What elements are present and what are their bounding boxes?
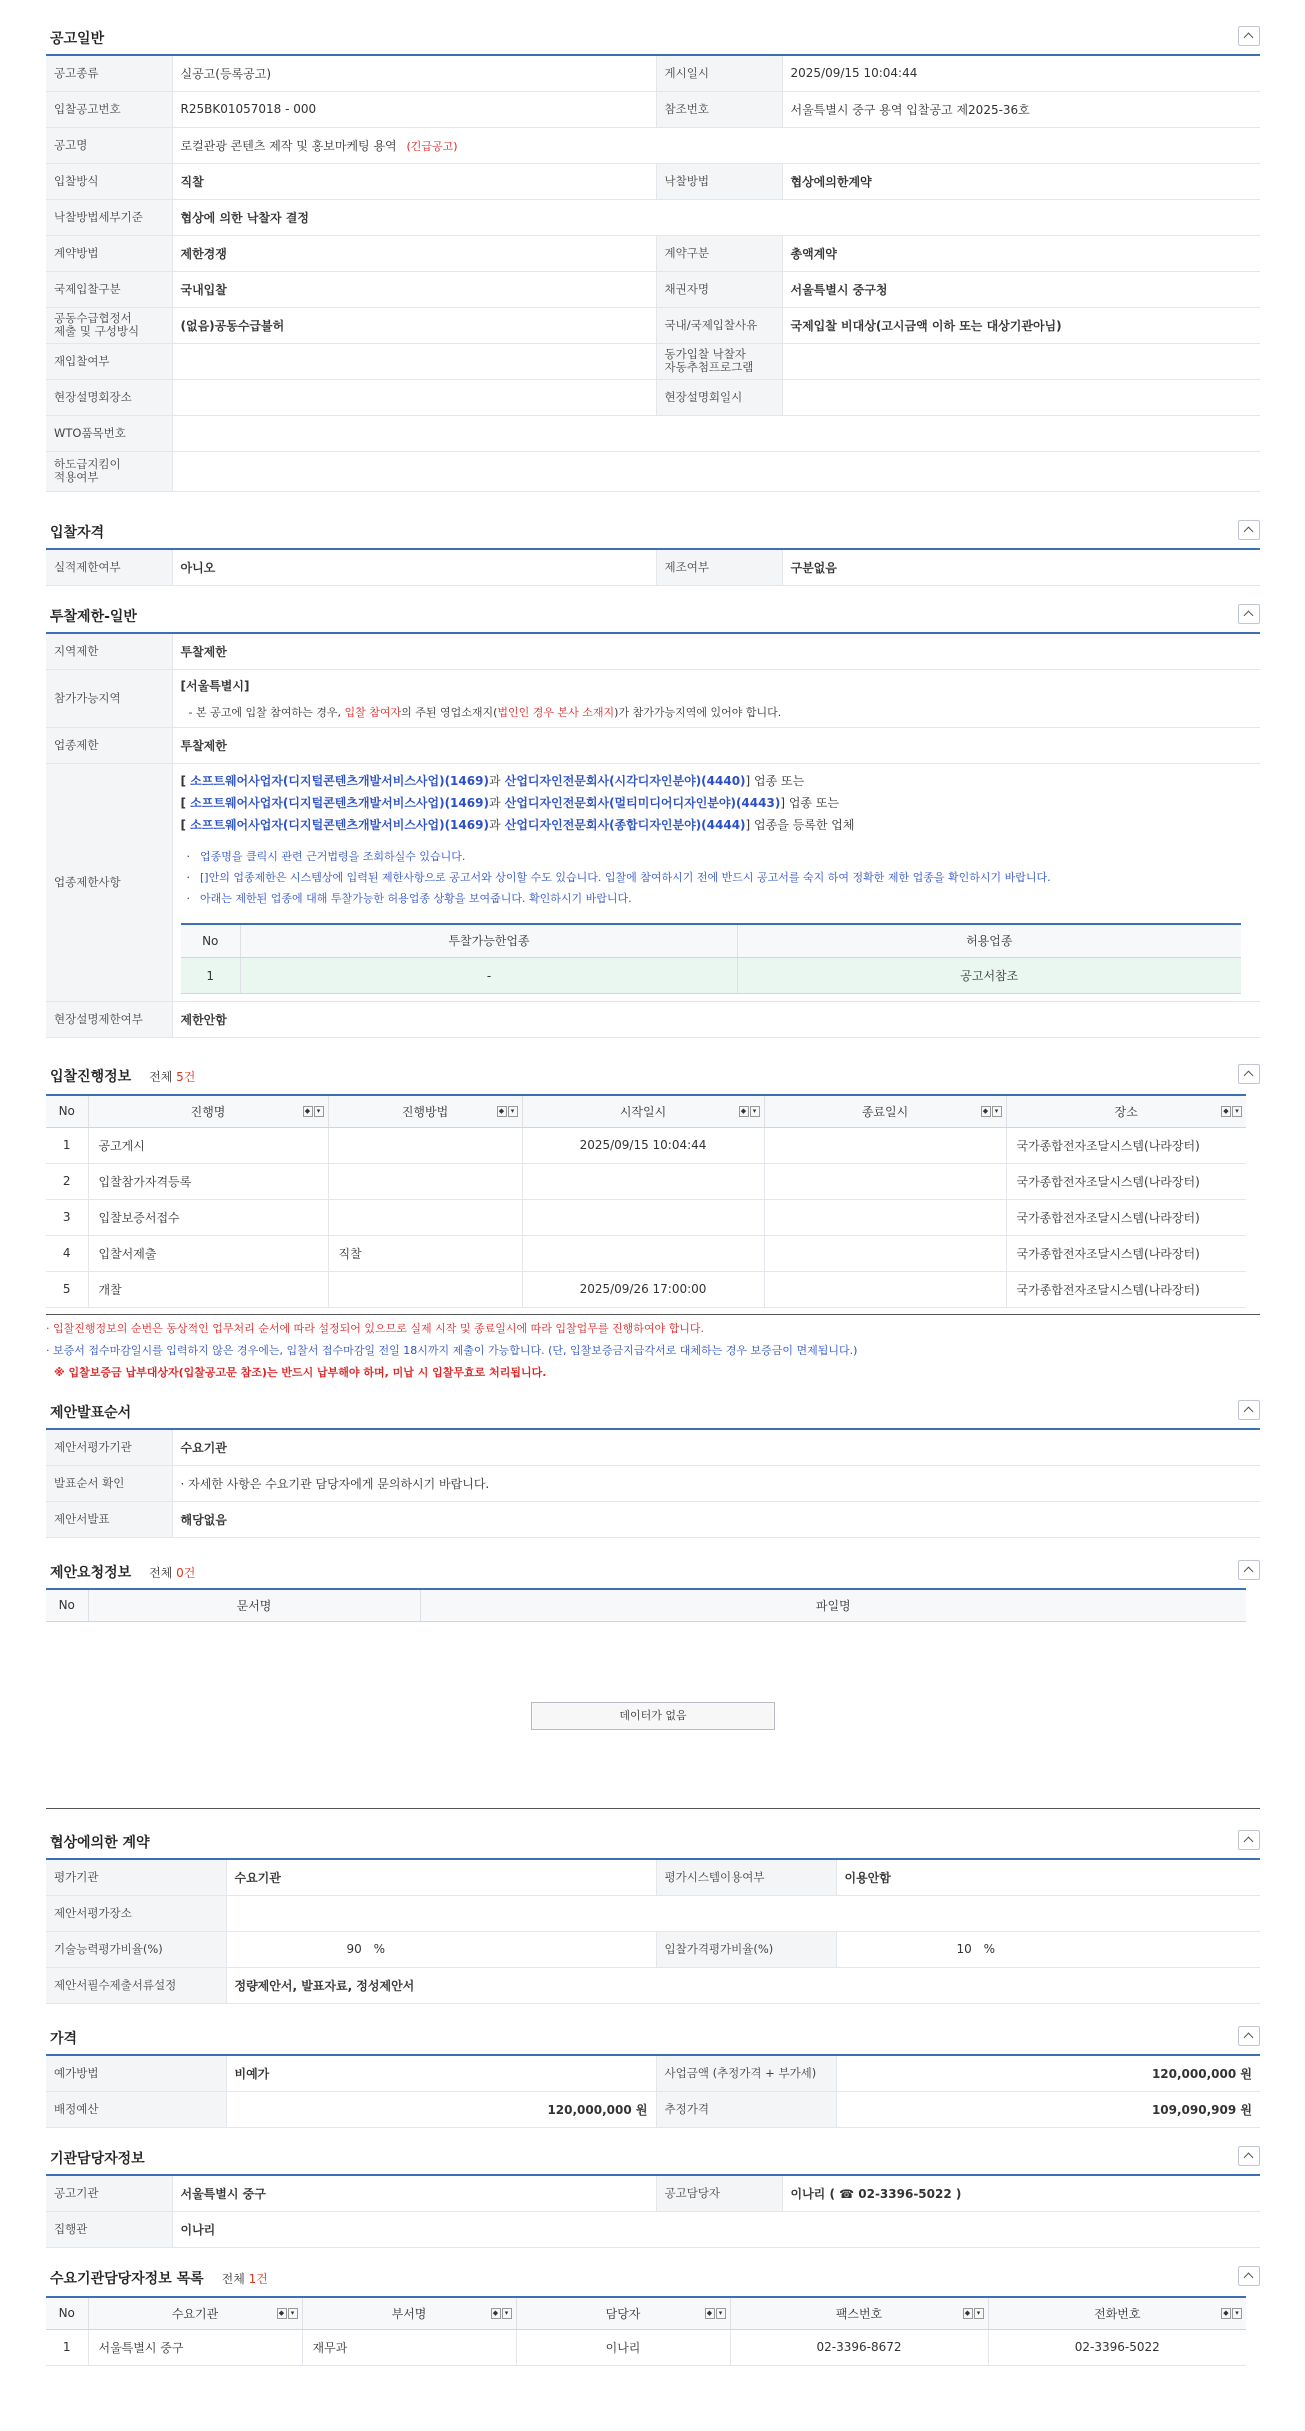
label: 지역제한: [46, 633, 172, 669]
value: 총액계약: [782, 235, 1260, 271]
value: 비예가: [226, 2055, 656, 2091]
label: 재입찰여부: [46, 343, 172, 379]
section-header-general: [46, 18, 1260, 54]
section-header-price: [46, 2018, 1260, 2054]
value: 국제입찰 비대상(고시금액 이하 또는 대상기관아님): [782, 307, 1260, 343]
value: · 자세한 사항은 수요기관 담당자에게 문의하시기 바랍니다.: [172, 1465, 1260, 1501]
cell: 개찰: [88, 1271, 328, 1307]
label: 입찰가격평가비율(%): [656, 1931, 836, 1967]
collapse-toggle-icon[interactable]: [1238, 26, 1260, 46]
label: 현장설명제한여부: [46, 1001, 172, 1037]
value: [172, 451, 1260, 491]
section-title: 기관담당자정보: [50, 2151, 145, 2167]
column-header[interactable]: 전화번호 ◆ ▾: [988, 2297, 1246, 2329]
column-header: No: [181, 924, 241, 958]
cell: 2025/09/15 10:04:44: [522, 1127, 764, 1163]
label: 제안서발표: [46, 1501, 172, 1537]
label: 사업금액 (추정가격 + 부가세): [656, 2055, 836, 2091]
value: 2025/09/15 10:04:44: [782, 55, 1260, 91]
value: 이용안함: [836, 1859, 1260, 1895]
collapse-toggle-icon[interactable]: [1238, 1830, 1260, 1850]
table-row[interactable]: [46, 1271, 1246, 1307]
cell: 공고게시: [88, 1127, 328, 1163]
progress-note-3: ※ 입찰보증금 납부대상자(입찰공고문 참조)는 반드시 납부해야 하며, 미납 시 입찰무효로 처리됩니다.: [54, 1366, 547, 1379]
industry-link[interactable]: 산업디자인전문회사(멀티미디어디자인분야)(4443): [504, 795, 781, 810]
cell: [764, 1235, 1006, 1271]
industry-link[interactable]: 소프트웨어사업자(디지털콘텐츠개발서비스사업)(1469): [190, 773, 489, 788]
label: 예가방법: [46, 2055, 226, 2091]
section-header-restriction: [46, 596, 1260, 632]
value: 수요기관: [172, 1429, 1260, 1465]
value: [172, 379, 656, 415]
collapse-toggle-icon[interactable]: [1238, 1400, 1260, 1420]
value: [172, 127, 1260, 163]
value: 서울특별시 중구 용역 입찰공고 제2025-36호: [782, 91, 1260, 127]
value: 정량제안서, 발표자료, 정성제안서: [226, 1967, 1260, 2003]
label: 국내/국제입찰사유: [656, 307, 782, 343]
proposal-request-table: [46, 1588, 1246, 1622]
value: [172, 343, 656, 379]
progress-note-2: · 보증서 접수마감일시를 입력하지 않은 경우에는, 입찰서 접수마감일 전일 18시까지 제출이 가능합니다. (단, 입찰보증금지급각서로 대체하는 경우 보증금이 면제됩니다.): [46, 1344, 858, 1357]
section-header-agency: [46, 2138, 1260, 2174]
industry-link[interactable]: 산업디자인전문회사(시각디자인분야)(4440): [504, 773, 746, 788]
label: 계약구분: [656, 235, 782, 271]
section-title: 제안요청정보 전체 0건: [50, 1565, 196, 1581]
allowed-industry-table: [181, 923, 1241, 995]
value: [226, 1895, 1260, 1931]
label: 동가입찰 낙찰자 자동추첨프로그램: [656, 343, 782, 379]
section-header-presentation: [46, 1392, 1260, 1428]
column-header: 허용업종: [738, 924, 1241, 958]
cell: [764, 1199, 1006, 1235]
label: 게시일시: [656, 55, 782, 91]
section-header-negotiation: [46, 1822, 1260, 1858]
value: 90 %: [226, 1931, 656, 1967]
table-row[interactable]: [46, 1127, 1246, 1163]
section-header-proposal-request: [46, 1552, 1260, 1588]
column-header: No: [46, 1095, 88, 1127]
cell: [328, 1271, 522, 1307]
cell: 5: [46, 1271, 88, 1307]
collapse-toggle-icon[interactable]: [1238, 2146, 1260, 2166]
value: 109,090,909 원: [836, 2091, 1260, 2127]
label: 낙찰방법: [656, 163, 782, 199]
industry-note: · 아래는 제한된 업종에 대해 투찰가능한 허용업종 상황을 보여줍니다. 확인하시기 바랍니다.: [186, 891, 632, 905]
section-title: 입찰자격: [50, 525, 105, 541]
label: 계약방법: [46, 235, 172, 271]
value: 120,000,000 원: [226, 2091, 656, 2127]
cell: 국가종합전자조달시스템(나라장터): [1006, 1163, 1246, 1199]
presentation-table: [46, 1428, 1260, 1538]
value: 아니오: [172, 549, 656, 585]
label: 참조번호: [656, 91, 782, 127]
value: [172, 763, 1260, 1001]
industry-link[interactable]: 소프트웨어사업자(디지털콘텐츠개발서비스사업)(1469): [190, 817, 489, 832]
value: 120,000,000 원: [836, 2055, 1260, 2091]
section-title: 가격: [50, 2031, 78, 2047]
area-note: - 본 공고에 입찰 참여하는 경우, 입찰 참여자의 주된 영업소재지(법인인 경우 본사 소재지)가 참가가능지역에 있어야 합니다.: [188, 705, 782, 719]
column-header[interactable]: 장소 ◆ ▾: [1006, 1095, 1246, 1127]
label: 국제입찰구분: [46, 271, 172, 307]
cell: 국가종합전자조달시스템(나라장터): [1006, 1199, 1246, 1235]
label: 입찰공고번호: [46, 91, 172, 127]
value: [172, 415, 1260, 451]
cell: 3: [46, 1199, 88, 1235]
cell: [328, 1163, 522, 1199]
section-header-demand-agency: [46, 2258, 1260, 2294]
label: 기술능력평가비율(%): [46, 1931, 226, 1967]
value: 10 %: [836, 1931, 1260, 1967]
cell: [522, 1163, 764, 1199]
label: 채권자명: [656, 271, 782, 307]
total-count: 전체 0건: [149, 1566, 196, 1580]
no-data-message: 데이터가 없음: [531, 1702, 775, 1730]
label: 공동수급협정서 제출 및 구성방식: [46, 307, 172, 343]
industry-link[interactable]: 산업디자인전문회사(종합디자인분야)(4444): [504, 817, 746, 832]
value: 구분없음: [782, 549, 1260, 585]
cell: 1: [181, 958, 241, 994]
cell: [328, 1199, 522, 1235]
industry-lines: [181, 770, 1253, 836]
industry-note: · 업종명을 클릭시 관련 근거법령을 조회하실수 있습니다.: [186, 849, 466, 863]
section-header-progress: [46, 1056, 1260, 1092]
industry-link[interactable]: 소프트웨어사업자(디지털콘텐츠개발서비스사업)(1469): [190, 795, 489, 810]
cell: 4: [46, 1235, 88, 1271]
label: 제조여부: [656, 549, 782, 585]
cell: 1: [46, 1127, 88, 1163]
cell: 서울특별시 중구: [88, 2329, 302, 2365]
label: 공고기관: [46, 2175, 172, 2211]
label: 평가기관: [46, 1859, 226, 1895]
cell: [328, 1127, 522, 1163]
value: 실공고(등록공고): [172, 55, 656, 91]
label: 현장설명회일시: [656, 379, 782, 415]
label: 추정가격: [656, 2091, 836, 2127]
value: 직찰: [172, 163, 656, 199]
column-header: No: [46, 2297, 88, 2329]
value: [782, 379, 1260, 415]
value: 제한경쟁: [172, 235, 656, 271]
cell: 02-3396-5022: [988, 2329, 1246, 2365]
table-row[interactable]: [181, 958, 1241, 994]
collapse-toggle-icon[interactable]: [1238, 2026, 1260, 2046]
value: 서울특별시 중구: [172, 2175, 656, 2211]
column-header: 투찰가능한업종: [241, 924, 738, 958]
progress-note-1: · 입찰진행정보의 순번은 동상적인 업무처리 순서에 따라 설정되어 있으므로 실제 시작 및 종료일시에 따라 입찰업무를 진행하여야 합니다.: [46, 1322, 704, 1335]
cell: 2025/09/26 17:00:00: [522, 1271, 764, 1307]
sort-icon[interactable]: ◆ ▾: [1220, 2308, 1242, 2320]
qualification-table: [46, 548, 1260, 586]
table-row[interactable]: [46, 1163, 1246, 1199]
label: 입찰방식: [46, 163, 172, 199]
sort-icon[interactable]: ◆ ▾: [490, 2308, 512, 2320]
label: WTO품목번호: [46, 415, 172, 451]
cell: 국가종합전자조달시스템(나라장터): [1006, 1235, 1246, 1271]
value: 이나리 ( ☎ 02-3396-5022 ): [782, 2175, 1260, 2211]
value: 협상에의한계약: [782, 163, 1260, 199]
label: 업종제한: [46, 727, 172, 763]
column-header[interactable]: 종료일시 ◆ ▾: [764, 1095, 1006, 1127]
cell: 재무과: [302, 2329, 516, 2365]
column-header[interactable]: 시작일시 ◆ ▾: [522, 1095, 764, 1127]
value: 국내입찰: [172, 271, 656, 307]
sort-icon[interactable]: ◆ ▾: [704, 2308, 726, 2320]
section-header-qualification: [46, 512, 1260, 548]
cell: 이나리: [516, 2329, 730, 2365]
section-title: 공고일반: [50, 31, 105, 47]
cell: -: [241, 958, 738, 994]
value: [782, 343, 1260, 379]
demand-agency-table: [46, 2296, 1246, 2366]
sort-icon[interactable]: ◆ ▾: [738, 1106, 760, 1118]
column-header: 파일명: [420, 1589, 1246, 1621]
table-row[interactable]: [46, 2329, 1246, 2365]
column-header: 문서명: [88, 1589, 420, 1621]
value: (없음)공동수급불허: [172, 307, 656, 343]
column-header: No: [46, 1589, 88, 1621]
section-title: 투찰제한-일반: [50, 609, 137, 625]
label: 평가시스템이용여부: [656, 1859, 836, 1895]
label: 업종제한사항: [46, 763, 172, 1001]
sort-icon[interactable]: ◆ ▾: [276, 2308, 298, 2320]
value: 제한안함: [172, 1001, 1260, 1037]
agency-table: [46, 2174, 1260, 2248]
column-header[interactable]: 부서명 ◆ ▾: [302, 2297, 516, 2329]
collapse-toggle-icon[interactable]: [1238, 2266, 1260, 2286]
value: R25BK01057018 - 000: [172, 91, 656, 127]
general-info-table: [46, 54, 1260, 492]
area-name: [서울특별시]: [180, 678, 250, 693]
collapse-toggle-icon[interactable]: [1238, 1560, 1260, 1580]
cell: 공고서참조: [738, 958, 1241, 994]
table-row[interactable]: [46, 1235, 1246, 1271]
sort-icon[interactable]: ◆ ▾: [496, 1106, 518, 1118]
section-title: 수요기관담당자정보 목록 전체 1건: [50, 2271, 268, 2287]
urgent-badge: (긴급공고): [406, 139, 458, 153]
column-header[interactable]: 수요기관 ◆ ▾: [88, 2297, 302, 2329]
industry-notes: [181, 848, 1253, 911]
negotiation-table: [46, 1858, 1260, 2004]
industry-line: [ 소프트웨어사업자(디지털콘텐츠개발서비스사업)(1469)과 산업디자인전문회사(시각디자인분야)(4440)] 업종 또는: [180, 773, 805, 788]
value: 투찰제한: [172, 633, 1260, 669]
label: 집행관: [46, 2211, 172, 2247]
cell: [764, 1127, 1006, 1163]
cell: 입찰참가자격등록: [88, 1163, 328, 1199]
collapse-toggle-icon[interactable]: [1238, 520, 1260, 540]
label: 제안서평가기관: [46, 1429, 172, 1465]
collapse-toggle-icon[interactable]: [1238, 604, 1260, 624]
value: [172, 669, 1260, 727]
sort-icon[interactable]: ◆ ▾: [302, 1106, 324, 1118]
label: 배정예산: [46, 2091, 226, 2127]
value: 서울특별시 중구청: [782, 271, 1260, 307]
sort-icon[interactable]: ◆ ▾: [1220, 1106, 1242, 1118]
price-table: [46, 2054, 1260, 2128]
cell: [764, 1271, 1006, 1307]
sort-icon[interactable]: ◆ ▾: [962, 2308, 984, 2320]
label: 발표순서 확인: [46, 1465, 172, 1501]
label: 실적제한여부: [46, 549, 172, 585]
column-header[interactable]: 담당자 ◆ ▾: [516, 2297, 730, 2329]
label: 공고명: [46, 127, 172, 163]
progress-table: [46, 1094, 1246, 1308]
cell: 2: [46, 1163, 88, 1199]
cell: 국가종합전자조달시스템(나라장터): [1006, 1271, 1246, 1307]
industry-line: [ 소프트웨어사업자(디지털콘텐츠개발서비스사업)(1469)과 산업디자인전문회사(종합디자인분야)(4444)] 업종을 등록한 업체: [180, 817, 855, 832]
label: 공고담당자: [656, 2175, 782, 2211]
label: 하도급지킴이 적용여부: [46, 451, 172, 491]
label: 제안서평가장소: [46, 1895, 226, 1931]
cell: 1: [46, 2329, 88, 2365]
total-count: 전체 5건: [149, 1070, 196, 1084]
value: 투찰제한: [172, 727, 1260, 763]
section-title: 입찰진행정보 전체 5건: [50, 1069, 196, 1085]
value: 협상에 의한 낙찰자 결정: [172, 199, 1260, 235]
industry-note: · []안의 업종제한은 시스템상에 입력된 제한사항으로 공고서와 상이할 수도 있습니다. 입찰에 참여하시기 전에 반드시 공고서를 숙지 하여 정확한 제한 업종을 확인하시기 바랍니다.: [186, 870, 1051, 884]
cell: 02-3396-8672: [730, 2329, 988, 2365]
sort-icon[interactable]: ◆ ▾: [980, 1106, 1002, 1118]
label: 제안서필수제출서류설정: [46, 1967, 226, 2003]
industry-line: [ 소프트웨어사업자(디지털콘텐츠개발서비스사업)(1469)과 산업디자인전문회사(멀티미디어디자인분야)(4443)] 업종 또는: [180, 795, 840, 810]
table-row[interactable]: [46, 1199, 1246, 1235]
cell: [522, 1235, 764, 1271]
cell: 입찰보증서접수: [88, 1199, 328, 1235]
label: 현장설명회장소: [46, 379, 172, 415]
value: 이나리: [172, 2211, 1260, 2247]
section-title: 협상에의한 계약: [50, 1835, 150, 1851]
section-title: 제안발표순서: [50, 1405, 132, 1421]
label: 낙찰방법세부기준: [46, 199, 172, 235]
cell: [522, 1199, 764, 1235]
total-count: 전체 1건: [221, 2272, 268, 2286]
column-header[interactable]: 팩스번호 ◆ ▾: [730, 2297, 988, 2329]
value: 수요기관: [226, 1859, 656, 1895]
column-header[interactable]: 진행명 ◆ ▾: [88, 1095, 328, 1127]
column-header[interactable]: 진행방법 ◆ ▾: [328, 1095, 522, 1127]
cell: 직찰: [328, 1235, 522, 1271]
collapse-toggle-icon[interactable]: [1238, 1064, 1260, 1084]
restriction-table: [46, 632, 1260, 1038]
bid-title: 로컬관광 콘텐츠 제작 및 홍보마케팅 용역: [180, 138, 397, 153]
cell: 입찰서제출: [88, 1235, 328, 1271]
cell: 국가종합전자조달시스템(나라장터): [1006, 1127, 1246, 1163]
label: 공고종류: [46, 55, 172, 91]
label: 참가가능지역: [46, 669, 172, 727]
value: 해당없음: [172, 1501, 1260, 1537]
cell: [764, 1163, 1006, 1199]
